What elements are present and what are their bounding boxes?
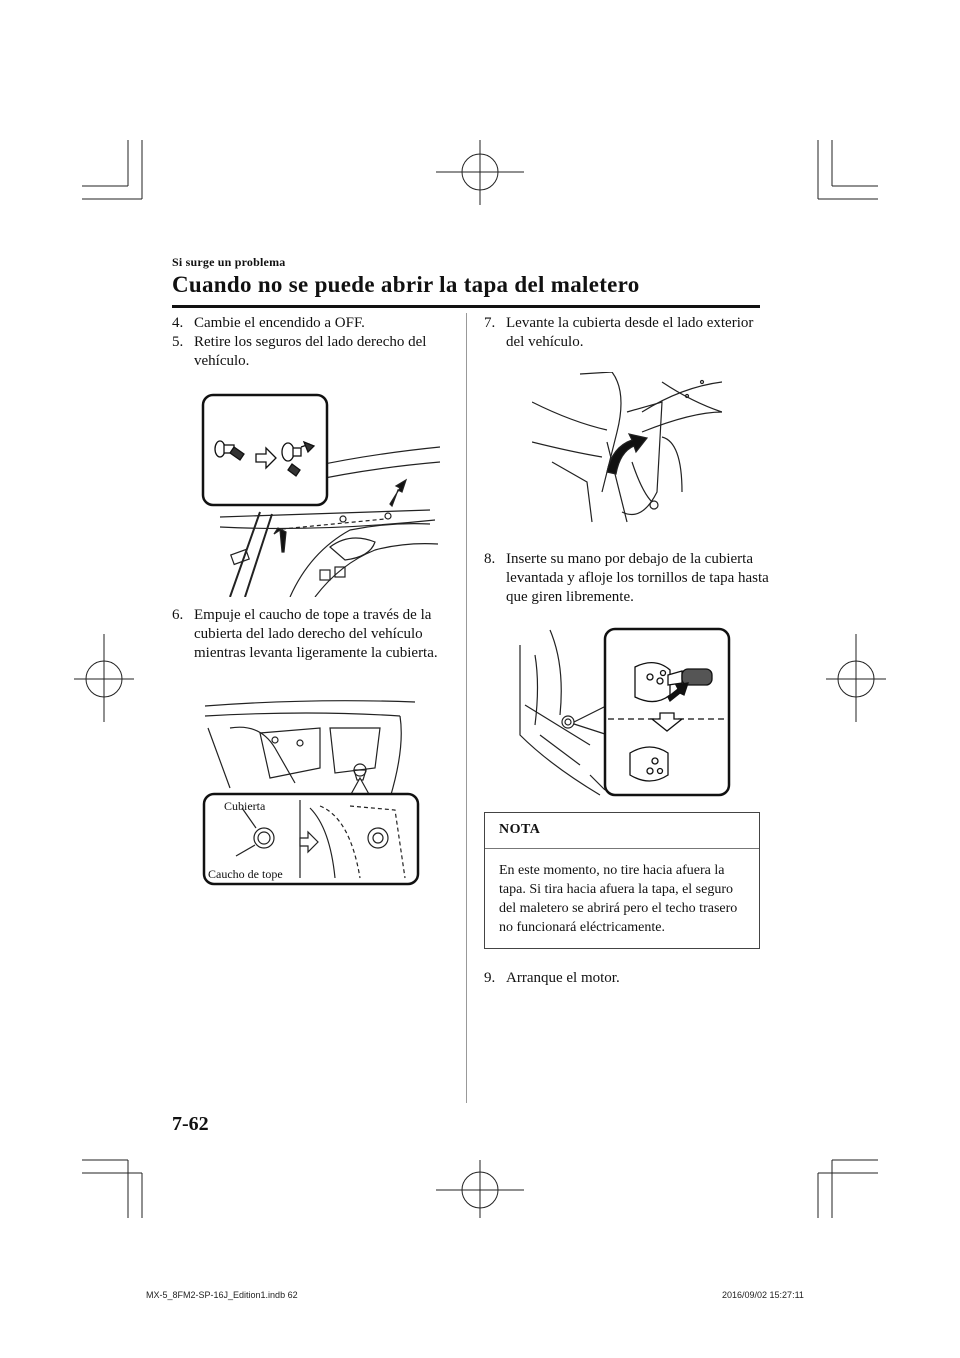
step-number: 8. bbox=[484, 551, 496, 567]
registration-target-icon bbox=[436, 1160, 524, 1218]
registration-target-icon bbox=[826, 634, 886, 722]
section-label: Si surge un problema bbox=[172, 255, 286, 269]
footer-timestamp: 2016/09/02 15:27:11 bbox=[722, 1290, 804, 1300]
step-text: Empuje el caucho de tope a través de la cubierta del lado derecho del vehículo mientras levanta ligeramente la cubierta. bbox=[194, 607, 438, 661]
step-text: Cambie el encendido a OFF. bbox=[194, 315, 365, 331]
registration-target-icon bbox=[436, 140, 524, 205]
note-title: NOTA bbox=[499, 822, 541, 837]
step-text: Levante la cubierta desde el lado exterior del vehículo. bbox=[506, 315, 754, 350]
label-cover: Cubierta bbox=[224, 799, 266, 813]
step-number: 6. bbox=[172, 607, 184, 623]
step-4 bbox=[172, 314, 457, 333]
step-text: Retire los seguros del lado derecho del vehículo. bbox=[194, 334, 427, 369]
note-box bbox=[484, 812, 760, 949]
step-number: 4. bbox=[172, 315, 184, 331]
step-text: Arranque el motor. bbox=[506, 970, 620, 986]
note-header bbox=[485, 813, 759, 849]
title-rule bbox=[172, 305, 760, 308]
step-number: 9. bbox=[484, 970, 496, 986]
lift-cover-figure bbox=[532, 372, 722, 532]
step-number: 7. bbox=[484, 315, 496, 331]
loosen-screws-figure bbox=[510, 625, 735, 800]
step-9 bbox=[484, 969, 769, 988]
fastener-removal-figure bbox=[200, 392, 440, 597]
page-title: Cuando no se puede abrir la tapa del maletero bbox=[172, 272, 640, 297]
step-number: 5. bbox=[172, 334, 184, 350]
step-6 bbox=[172, 606, 457, 663]
label-rubber-stop: Caucho de tope bbox=[208, 867, 283, 881]
rubber-stop-figure bbox=[200, 688, 430, 888]
step-7 bbox=[484, 314, 769, 352]
footer-filename: MX-5_8FM2-SP-16J_Edition1.indb 62 bbox=[146, 1290, 298, 1300]
registration-target-icon bbox=[74, 634, 134, 722]
step-text: Inserte su mano por debajo de la cubierta levantada y afloje los tornillos de tapa hasta que giren libremente. bbox=[506, 551, 769, 605]
note-text: En este momento, no tire hacia afuera la tapa. Si tira hacia afuera la tapa, el seguro del maletero se abrirá pero el techo trasero no funcionará eléctricamente. bbox=[499, 863, 738, 935]
step-5 bbox=[172, 333, 457, 371]
page-number: 7-62 bbox=[172, 1113, 209, 1135]
step-8 bbox=[484, 550, 769, 607]
column-divider bbox=[466, 313, 467, 1103]
